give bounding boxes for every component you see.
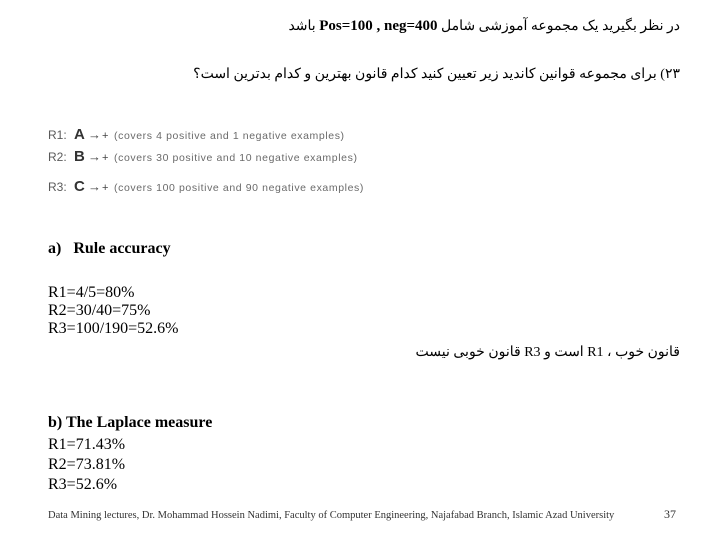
laplace-r1: R1=71.43% xyxy=(48,436,126,453)
arrow-right-icon: → xyxy=(88,127,101,142)
rule-coverage: (covers 4 positive and 1 negative examples) xyxy=(114,130,345,142)
question-23: ۲۳) برای مجموعه قوانین کاندید زیر تعیین کنید کدام قانون بهترین و کدام بدترین است؟ xyxy=(193,67,680,82)
accuracy-r1: R1=4/5=80% xyxy=(48,284,135,301)
accuracy-r2: R2=30/40=75% xyxy=(48,302,151,319)
rule-coverage: (covers 100 positive and 90 negative examples) xyxy=(114,182,364,194)
rule-row-r3 xyxy=(48,178,364,200)
section-b-title: b) The Laplace measure xyxy=(48,414,213,431)
rule-class: + xyxy=(102,130,109,142)
rule-id: R2: xyxy=(48,150,67,164)
rule-class: + xyxy=(102,182,109,194)
rule-class: + xyxy=(102,152,109,164)
footer: Data Mining lectures, Dr. Mohammad Hossein Nadimi, Faculty of Computer Engineering, Najafabad Branch, Islamic Azad University xyxy=(48,510,615,521)
intro-counts: Pos=100 , neg=400 xyxy=(319,18,438,34)
conclusion: قانون خوب ، R1 است و R3 قانون خوبی نیست xyxy=(415,345,680,360)
rule-row-r1 xyxy=(48,126,345,148)
laplace-r2: R2=73.81% xyxy=(48,456,126,473)
intro-text-after: باشد xyxy=(288,19,316,34)
rule-id: R1: xyxy=(48,128,67,142)
rule-lhs: B xyxy=(74,148,85,165)
arrow-right-icon: → xyxy=(88,149,101,164)
rule-coverage: (covers 30 positive and 10 negative examples) xyxy=(114,152,358,164)
accuracy-r3: R3=100/190=52.6% xyxy=(48,320,179,337)
page-number: 37 xyxy=(664,507,676,521)
laplace-r3: R3=52.6% xyxy=(48,476,118,493)
rule-row-r2 xyxy=(48,148,358,170)
question-intro xyxy=(20,18,680,35)
section-a-title: a) Rule accuracy xyxy=(48,240,171,257)
intro-text-before: در نظر بگیرید یک مجموعه آموزشی شامل xyxy=(441,19,680,34)
rule-id: R3: xyxy=(48,180,67,194)
arrow-right-icon: → xyxy=(88,179,101,194)
rule-lhs: C xyxy=(74,178,85,195)
rule-lhs: A xyxy=(74,126,85,143)
